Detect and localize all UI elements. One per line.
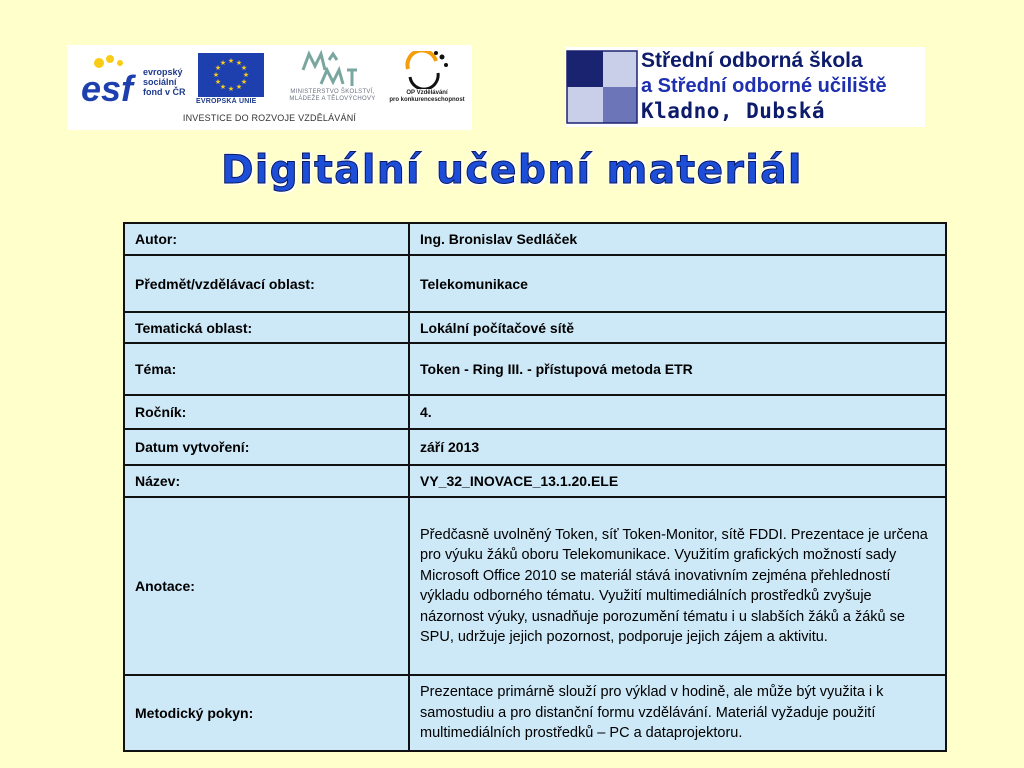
table-row — [124, 429, 946, 465]
page-title: Digitální učební materiál — [221, 148, 803, 193]
table-row — [124, 395, 946, 429]
svg-text:★: ★ — [235, 59, 243, 67]
row-value: Předčasně uvolněný Token, síť Token-Monitor, sítě FDDI. Prezentace je určena pro výuku žáků oboru Telekomunikace. Využitím grafických možností sady Microsoft Office 2010 se materiál stává inovativním zejména přehledností výkladu odborného tématu. Využití multimediálních prostředků zvyšuje názornost výuky, usnadňuje porozumění tématu i u slabších žáků a žáků se SPU, udržuje jejich pozornost, podporuje jejich zájem a aktivitu. — [409, 497, 946, 675]
eu-flag-icon — [198, 53, 264, 97]
svg-text:★: ★ — [219, 83, 227, 91]
row-label: Název: — [124, 465, 409, 497]
row-value: Telekomunikace — [409, 255, 946, 312]
row-label: Metodický pokyn: — [124, 675, 409, 751]
esf-logo — [79, 51, 143, 107]
investment-slogan: INVESTICE DO ROZVOJE VZDĚLÁVÁNÍ — [182, 113, 357, 123]
svg-text:★: ★ — [214, 64, 222, 72]
row-value: VY_32_INOVACE_13.1.20.ELE — [409, 465, 946, 497]
op-line-2: pro konkurenceschopnost — [389, 97, 465, 103]
svg-text:★: ★ — [242, 71, 250, 79]
op-line-1: OP Vzdělávání — [406, 90, 448, 96]
row-label: Datum vytvoření: — [124, 429, 409, 465]
msmt-line-2: MLÁDEŽE A TĚLOVÝCHOVY — [289, 96, 376, 102]
svg-text:★: ★ — [219, 59, 227, 67]
row-value: Prezentace primárně slouží pro výklad v hodině, ale může být využita i k samostudiu a pro distanční formu vzdělávání. Materiál vyžaduje použití multimediálních prostředků – PC a dataprojektoru. — [409, 675, 946, 751]
esf-line-3: fond v ČR — [143, 87, 186, 97]
eu-label: EVROPSKÁ UNIE — [196, 98, 257, 105]
svg-text:★: ★ — [235, 83, 243, 91]
msmt-text — [275, 89, 390, 103]
esf-text — [143, 67, 186, 97]
msmt-logo — [299, 50, 359, 88]
school-name-line-2: a Střední odborné učiliště — [641, 75, 887, 97]
op-logo — [402, 51, 452, 89]
row-label: Tematická oblast: — [124, 312, 409, 343]
row-label: Autor: — [124, 223, 409, 255]
row-value: 4. — [409, 395, 946, 429]
table-row — [124, 223, 946, 255]
table-row — [124, 497, 946, 675]
table-row — [124, 255, 946, 312]
row-value: Lokální počítačové sítě — [409, 312, 946, 343]
row-label: Ročník: — [124, 395, 409, 429]
table-row — [124, 675, 946, 751]
esf-line-2: sociální — [143, 77, 177, 87]
svg-text:esf: esf — [81, 68, 134, 107]
svg-text:★: ★ — [240, 64, 248, 72]
svg-text:★: ★ — [240, 78, 248, 86]
row-value: září 2013 — [409, 429, 946, 465]
esf-line-1: evropský — [143, 67, 183, 77]
op-text — [387, 90, 467, 104]
svg-text:★: ★ — [212, 71, 220, 79]
table-row — [124, 343, 946, 395]
material-info-table — [123, 222, 947, 752]
row-label: Anotace: — [124, 497, 409, 675]
funding-logos-strip — [67, 45, 472, 130]
row-value: Ing. Bronislav Sedláček — [409, 223, 946, 255]
svg-text:★: ★ — [227, 85, 235, 93]
svg-text:★: ★ — [214, 78, 222, 86]
table-row — [124, 465, 946, 497]
row-label: Téma: — [124, 343, 409, 395]
row-value: Token - Ring III. - přístupová metoda ETR — [409, 343, 946, 395]
svg-text:★: ★ — [227, 57, 235, 65]
school-name-line-1: Střední odborná škola — [641, 49, 863, 72]
msmt-line-1: MINISTERSTVO ŠKOLSTVÍ, — [290, 89, 375, 95]
school-name-line-3: Kladno, Dubská — [641, 99, 826, 123]
row-label: Předmět/vzdělávací oblast: — [124, 255, 409, 312]
school-emblem-icon — [565, 47, 639, 127]
table-row — [124, 312, 946, 343]
school-logo — [565, 47, 925, 127]
